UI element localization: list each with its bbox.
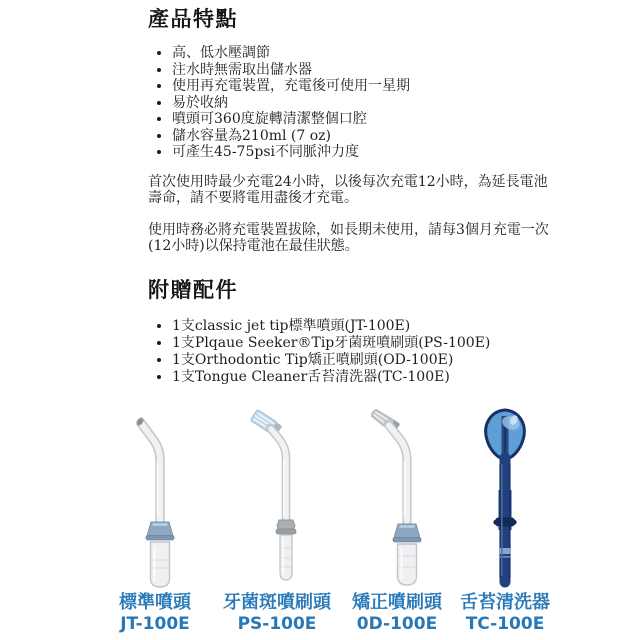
features-list bbox=[148, 45, 560, 161]
tongue-cleaner-tip-icon bbox=[455, 402, 555, 592]
product-name: 舌苔清洗器 bbox=[460, 592, 550, 613]
product-model: PS-100E bbox=[237, 614, 317, 634]
feature-item: • 易於收納 bbox=[172, 95, 560, 112]
product-name: 標準噴頭 bbox=[119, 592, 191, 613]
accessory-item: • 1支classic jet tip標準噴頭(JT-100E) bbox=[172, 318, 560, 335]
product-model: JT-100E bbox=[120, 614, 190, 634]
product-model: TC-100E bbox=[465, 614, 545, 634]
feature-item: • 高、低水壓調節 bbox=[172, 45, 560, 62]
product-name: 矯正噴刷頭 bbox=[352, 592, 442, 613]
battery-maintenance-note: 使用時務必將充電裝置拔除，如長期未使用，請每3個月充電一次(12小時)以保持電池在最佳狀態。 bbox=[148, 221, 549, 254]
accessory-item: • 1支Plqaue Seeker®Tip牙菌斑噴刷頭(PS-100E) bbox=[172, 335, 560, 352]
product-model: 0D-100E bbox=[356, 614, 438, 634]
product-figure-ps100e bbox=[222, 402, 332, 635]
product-figure-jt100e bbox=[100, 402, 210, 635]
product-figure-tc100e bbox=[450, 402, 560, 635]
accessories-list bbox=[148, 318, 560, 387]
accessory-item: • 1支Tongue Cleaner舌苔清洗器(TC-100E) bbox=[172, 369, 560, 386]
feature-item: • 注水時無需取出儲水器 bbox=[172, 62, 560, 79]
accessories-title: 附贈配件 bbox=[148, 276, 238, 302]
classic-jet-tip-icon bbox=[105, 402, 205, 592]
feature-item: • 噴頭可360度旋轉清潔整個口腔 bbox=[172, 111, 560, 128]
feature-item: • 可產生45-75psi不同脈沖力度 bbox=[172, 144, 560, 161]
product-figure-od100e bbox=[342, 402, 452, 635]
charging-note: 首次使用時最少充電24小時，以後每次充電12小時，為延長電池壽命，請不要將電用盡後才充電。 bbox=[148, 173, 548, 206]
accessory-tips-row bbox=[0, 402, 640, 640]
features-title: 產品特點 bbox=[148, 6, 238, 31]
feature-item: • 儲水容量為210ml (7 oz) bbox=[172, 128, 560, 145]
feature-item: • 使用再充電裝置，充電後可使用一星期 bbox=[172, 78, 560, 95]
plaque-seeker-tip-icon bbox=[227, 402, 327, 592]
product-description-section bbox=[148, 6, 560, 386]
orthodontic-tip-icon bbox=[347, 402, 447, 592]
accessory-item: • 1支Orthodontic Tip矯正噴刷頭(OD-100E) bbox=[172, 352, 560, 369]
product-name: 牙菌斑噴刷頭 bbox=[223, 592, 331, 613]
